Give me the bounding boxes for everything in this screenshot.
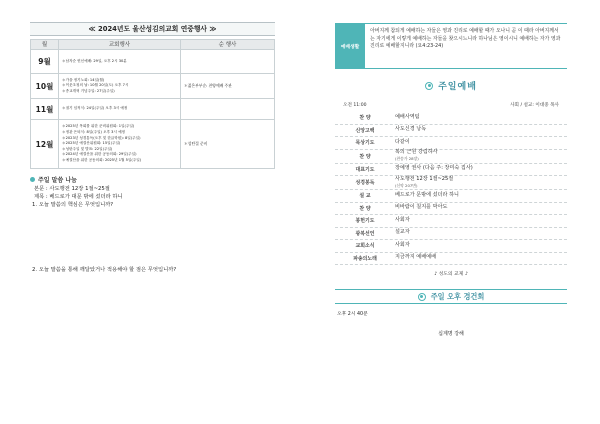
events-cell — [59, 99, 181, 119]
target-circle-icon — [418, 293, 426, 301]
order-item-main: 사도신경 낭독 — [395, 126, 427, 133]
notes-cell — [181, 74, 274, 98]
table-row — [31, 50, 274, 74]
worship-order-row — [335, 137, 567, 150]
target-circle-icon — [425, 82, 433, 90]
order-item-name: 대표기도 — [355, 166, 375, 173]
event-item: ＊종교개혁 기념주일: 27일(주일) — [62, 88, 115, 93]
worship-order-row — [335, 150, 567, 164]
order-item-main: 복의 근원 강림하사 — [395, 149, 438, 156]
worship-order-row — [335, 253, 567, 266]
worship-order-list — [335, 112, 567, 265]
event-item: ＊2025년 목회를 위한 준비위원회: 1일(주일) — [62, 124, 135, 129]
order-item-value — [395, 230, 567, 236]
sermon-passage: 본문 : 사도행전 12장 1절~25절 — [34, 186, 110, 192]
table-header — [31, 40, 274, 50]
afternoon-lesson: 십계명 강해 — [438, 331, 464, 337]
service-time: 오전 11:00 — [343, 103, 367, 108]
note-item: ＊성탄절 준비 — [184, 141, 208, 147]
events-cell — [59, 120, 181, 168]
verse-text: 아버지께 참되게 예배하는 자들은 영과 진리로 예배할 때가 오나니 곧 이 때라 아버지께서는 자기에게 이렇게 예배하는 자들을 찾으시느니라 하나님은 영이시니 예배하는 자가 영과 진리로 예배할지니라 (요4:23-24) — [370, 28, 561, 50]
month-cell: 12월 — [31, 120, 59, 168]
month-cell: 11월 — [31, 99, 59, 119]
worship-title — [335, 79, 567, 92]
worship-order-row — [335, 203, 567, 216]
verse-label: 예배생활 — [335, 24, 365, 68]
order-item-main: 다같이 — [395, 138, 410, 145]
order-item-main: 사도행전 12장 1절~25절 — [395, 175, 454, 182]
worship-order-row — [335, 215, 567, 228]
month-cell: 10월 — [31, 74, 59, 98]
annual-events-table — [30, 39, 275, 169]
order-item-main: 베드로가 문밖에 섰더라 하니 — [395, 191, 459, 198]
order-item-value — [395, 115, 567, 121]
notes-cell — [181, 99, 274, 119]
sermon-title: 제목 : 베드로가 대문 밖에 섰더라 하니 — [34, 193, 123, 200]
table-row — [31, 99, 274, 120]
order-item-main: 사회자 — [395, 216, 410, 223]
order-item-sub: (신약 207면) — [395, 182, 418, 188]
order-item-name: 성경봉독 — [355, 180, 375, 186]
verse-box — [335, 23, 567, 69]
order-item-value — [395, 243, 567, 249]
afternoon-time: 오후 2시 40분 — [337, 312, 368, 317]
order-item-name: 교회소식 — [355, 243, 375, 250]
order-item-sub: (찬송가 28장) — [395, 156, 419, 161]
order-item-value — [395, 150, 567, 162]
worship-order-row — [335, 240, 567, 253]
worship-order-row — [335, 176, 567, 190]
service-leader: 사회 / 설교: 이대중 목사 — [510, 103, 559, 108]
afternoon-service-bar — [335, 289, 567, 304]
event-item: ＊가을 정기노회: 14일(월) — [62, 77, 105, 82]
order-item-name: 설 교 — [359, 193, 371, 200]
notes-cell — [181, 120, 274, 168]
table-row — [31, 120, 274, 168]
note-item: ＊젊은부부순: 찬양예배 주관 — [184, 83, 232, 89]
order-item-value — [395, 218, 567, 224]
event-item: ＊남자순 헌신예배: 29일, 오후 2시 30분 — [62, 58, 127, 63]
events-cell — [59, 50, 181, 73]
order-item-value — [395, 255, 567, 261]
fellowship-note: ♪ 성도의 교제 ♪ — [434, 272, 468, 277]
annual-events-banner: ≪ 2024년도 울산성김의교회 연중행사 ≫ — [30, 22, 275, 36]
bullet-dot-icon — [30, 177, 35, 182]
worship-order-row — [335, 190, 567, 203]
order-item-main: 사회자 — [395, 241, 410, 248]
events-cell — [59, 74, 181, 98]
order-item-main: 장예영 권사 (다음 주: 장미숙 집사) — [395, 165, 473, 172]
worship-order-row — [335, 164, 567, 177]
service-info — [343, 102, 559, 108]
left-page — [30, 22, 275, 274]
order-item-name: 찬 양 — [359, 205, 371, 212]
order-item-name: 광복선언 — [355, 230, 375, 237]
header-group-events: 순 행사 — [218, 42, 237, 48]
event-item: ＊예결산을 위한 공동의회: 2025년 1월 5일(주일) — [62, 157, 142, 162]
order-item-main: 예배사역팀 — [395, 113, 420, 120]
sermon-sharing-label: 주일 말씀 나눔 — [38, 177, 77, 184]
month-cell: 9월 — [31, 50, 59, 73]
order-item-name: 신앙고백 — [355, 127, 375, 134]
question-1: 1. 오늘 말씀의 핵심은 무엇입니까? — [32, 202, 114, 208]
worship-order-row — [335, 125, 567, 138]
event-item: ＊이웃초청의 날: 10월 20일(도) 오후 7시 — [62, 83, 129, 88]
sermon-sharing-title — [30, 175, 275, 184]
header-church-events: 교회행사 — [59, 40, 181, 49]
right-page — [335, 23, 567, 337]
order-item-value — [395, 166, 567, 172]
worship-order-row — [335, 228, 567, 241]
question-2: 2. 오늘 말씀을 통해 깨달았거나 적용해야 할 점은 무엇입니까? — [32, 267, 177, 273]
order-item-main: 지금까지 예배예배 — [395, 254, 436, 261]
order-item-value — [395, 205, 567, 211]
order-item-value — [395, 140, 567, 146]
worship-title-text: 주일예배 — [438, 82, 477, 92]
order-item-name: 찬 양 — [359, 115, 371, 122]
event-item: ＊2024년 예결산을 위한 공동의회: 29일(주일) — [62, 152, 137, 157]
order-item-name: 목상기도 — [355, 140, 375, 147]
worship-order-row — [335, 112, 567, 125]
order-item-name: 찬 양 — [359, 153, 371, 160]
order-item-main: 설교자 — [395, 229, 410, 236]
event-item: ＊정관 은퇴식: 8일(주일) 오후 3시 예정 — [62, 130, 126, 135]
order-item-value — [395, 127, 567, 133]
afternoon-title: 주일 오후 경건회 — [430, 291, 485, 301]
event-item: ＊성탄주일 및 발표: 22일(주일) — [62, 146, 113, 151]
table-row — [31, 74, 274, 99]
notes-cell — [181, 50, 274, 73]
event-item: ＊절기 임직식: 24일(주일) 오후 3시 예정 — [62, 106, 128, 111]
order-item-name: 파송의노래 — [353, 255, 377, 262]
event-item: ＊2025년 예결산위원회: 15일(주일) — [62, 141, 121, 146]
order-item-name: 봉헌기도 — [355, 218, 375, 225]
header-month: 월 — [31, 40, 59, 49]
order-item-value — [395, 177, 567, 189]
order-item-value — [395, 193, 567, 199]
order-item-main: 비바람이 칠지를 막아도 — [395, 204, 448, 211]
event-item: ＊2023년 성경통독(오후 및 한글학원): 8일(주일) — [62, 135, 141, 140]
